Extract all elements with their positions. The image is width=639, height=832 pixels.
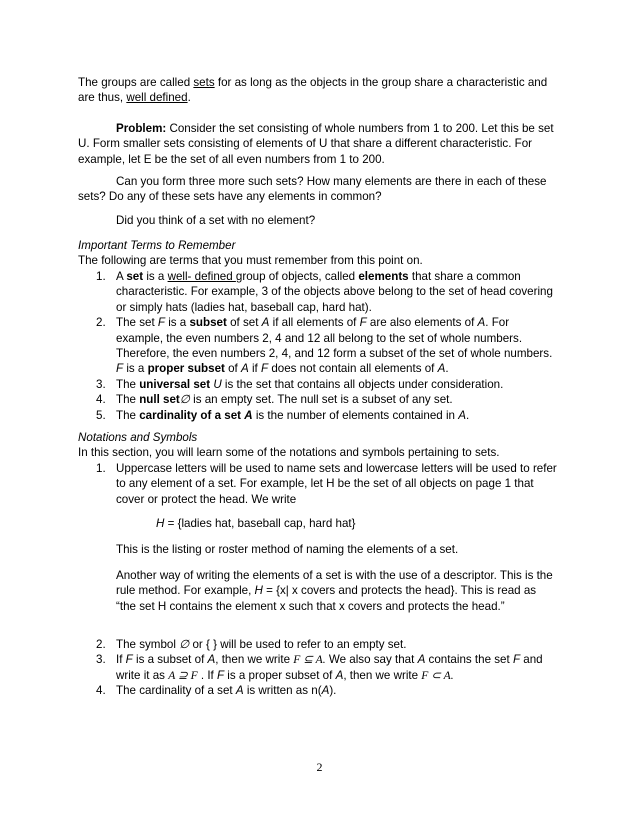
term-universal-set: universal set: [139, 377, 211, 391]
list-number: 2.: [96, 316, 106, 330]
term-item-subset: [78, 315, 558, 377]
notation-item-3: [78, 652, 558, 683]
var: F: [125, 653, 133, 667]
text: that share a common characteristic. For example, 3 of the objects above belong to the set of head covering or simply hats (ladies hat, baseball cap, hard hat).: [116, 270, 553, 314]
var: F: [512, 653, 521, 667]
var: A: [207, 653, 216, 667]
var: A: [235, 684, 244, 698]
paragraph-sets-intro: [78, 75, 558, 106]
text: is a subset of: [132, 653, 208, 667]
var: A: [244, 408, 253, 422]
questions-text: Can you form three more such sets? How many elements are there in each of these sets? Do any of these sets have any elements in common?: [78, 175, 547, 204]
paragraph-empty-set-question: [78, 213, 558, 228]
text: is an empty set. The null set is a subset of any set.: [189, 393, 453, 407]
text: , then we write: [215, 653, 294, 667]
term-sets: sets: [193, 76, 215, 89]
math-proper-subset: F ⊂ A.: [421, 668, 454, 682]
var: A: [335, 668, 344, 682]
list-number: 1.: [96, 462, 106, 475]
var: A: [261, 316, 270, 330]
text: is the set that contains all objects under consideration.: [221, 377, 504, 391]
text: is written as n(: [243, 684, 322, 698]
rule-text: [78, 568, 558, 614]
text: is a: [143, 270, 168, 283]
term-item-null: [78, 392, 558, 407]
paragraph-problem: [78, 121, 558, 167]
term-well-defined: well- defined: [167, 270, 236, 283]
var: A: [417, 653, 426, 667]
text: A: [116, 270, 127, 283]
roster-text: [78, 542, 558, 557]
var: F: [116, 362, 124, 376]
text: for as long as the objects in the group share a characteristic and are thus,: [78, 76, 548, 105]
math-superset: A ⊇ F: [168, 668, 198, 682]
list-number: 1.: [96, 270, 106, 283]
text: The set: [116, 316, 158, 330]
text: , then we write: [343, 668, 422, 682]
text: Uppercase letters will be used to name sets and lowercase letters will be used to refer to any element of a set. For example, let H be the set of all objects on page 1 that cover or protect the head. We write: [116, 462, 557, 506]
notation-section: [78, 430, 558, 461]
var: F: [359, 316, 367, 330]
text: .: [465, 408, 470, 422]
notation-item-1: [78, 461, 558, 507]
text: The groups are called: [78, 76, 194, 89]
notation-list: [78, 461, 558, 507]
list-number: 3.: [96, 653, 106, 667]
paragraph-questions: [78, 174, 558, 205]
problem-text: Consider the set consisting of whole numbers from 1 to 200. Let this be set U. Form smaller sets consisting of elements of U that share a different characteristic. For example, let E be the set of all even numbers from 1 to 200.: [78, 122, 554, 166]
equation-h: [78, 516, 558, 531]
question-text: Did you think of a set with no element?: [116, 214, 316, 227]
text: If: [116, 653, 126, 667]
var: H: [254, 584, 263, 598]
term-elements: elements: [358, 270, 409, 283]
term-well-defined: well defined: [126, 91, 188, 105]
text: group of objects, called: [235, 270, 359, 283]
text: is a proper subset of: [224, 668, 336, 682]
terms-intro: The following are terms that you must remember from this point on.: [78, 254, 423, 268]
math-subset: F ⊆ A.: [293, 653, 326, 667]
text: ).: [329, 684, 337, 698]
text: .: [445, 362, 449, 376]
text: The cardinality of a set: [116, 684, 236, 698]
text: are also elements of: [366, 316, 478, 330]
term-item-set: [78, 269, 558, 315]
list-number: 4.: [96, 684, 106, 698]
var: A: [437, 362, 446, 376]
text: . For example, the even numbers 2, 4 and 12 all belong to the set of whole numbers. Therefore, the even numbers 2, 4, and 12 form a subset of the set of whole numbers.: [116, 316, 553, 361]
var: H: [156, 517, 165, 530]
text: does not contain all elements of: [268, 362, 438, 376]
text: = {x| x covers and protects the head}. This is read as “the set H contains the element x such that x covers and protects the head.”: [116, 584, 537, 613]
term-cardinality: cardinality of a set: [139, 408, 245, 422]
text: Another way of writing the elements of a set is with the use of a descriptor. This is the rule method. For example,: [116, 569, 553, 598]
text: The: [116, 377, 140, 391]
text: . If: [197, 668, 217, 682]
page-number: 2: [316, 760, 323, 774]
terms-list: [78, 269, 558, 423]
var: A: [321, 684, 330, 698]
text: or { } will be used to refer to an empty set.: [189, 638, 407, 651]
text: The: [116, 393, 140, 407]
notation-item-4: [78, 683, 558, 698]
terms-section: [78, 238, 558, 269]
var: A: [477, 316, 486, 330]
text: of: [224, 362, 242, 376]
text: is the number of elements contained in: [252, 408, 459, 422]
var: F: [216, 668, 225, 682]
section-heading-notation: Notations and Symbols: [78, 431, 198, 444]
text: if: [248, 362, 261, 376]
text: is a: [123, 362, 148, 376]
text: of set: [226, 316, 262, 330]
problem-label: Problem:: [116, 122, 167, 135]
text: if all elements of: [269, 316, 360, 330]
empty-set-symbol: ∅: [179, 638, 190, 651]
text: The: [116, 408, 140, 422]
term-item-cardinality: [78, 408, 558, 423]
list-number: 3.: [96, 377, 106, 391]
var: U: [213, 377, 222, 391]
notation-item-2: [78, 637, 558, 652]
var: A: [458, 408, 466, 422]
empty-set-symbol: ∅: [179, 393, 190, 407]
text: and write it as: [116, 653, 543, 682]
text: contains the set: [425, 653, 513, 667]
text: The symbol: [116, 638, 180, 651]
section-heading-terms: Important Terms to Remember: [78, 239, 236, 252]
term-subset: subset: [189, 316, 227, 330]
list-number: 5.: [96, 408, 106, 422]
text: is a: [164, 316, 190, 330]
list-number: 2.: [96, 638, 106, 651]
var: F: [157, 316, 165, 330]
text: We also say that: [325, 653, 418, 667]
text: This is the listing or roster method of naming the elements of a set.: [116, 543, 459, 556]
term-null-set: null set: [139, 393, 180, 407]
term-set: set: [126, 270, 144, 283]
notation-intro: In this section, you will learn some of the notations and symbols pertaining to sets.: [78, 446, 500, 460]
term-proper-subset: proper subset: [147, 362, 225, 376]
var: A: [241, 362, 249, 376]
list-number: 4.: [96, 393, 106, 407]
text: .: [187, 91, 191, 105]
term-item-universal: [78, 377, 558, 392]
var: F: [261, 362, 269, 376]
notation-list-cont: [78, 637, 558, 699]
text: = {ladies hat, baseball cap, hard hat}: [164, 517, 356, 530]
